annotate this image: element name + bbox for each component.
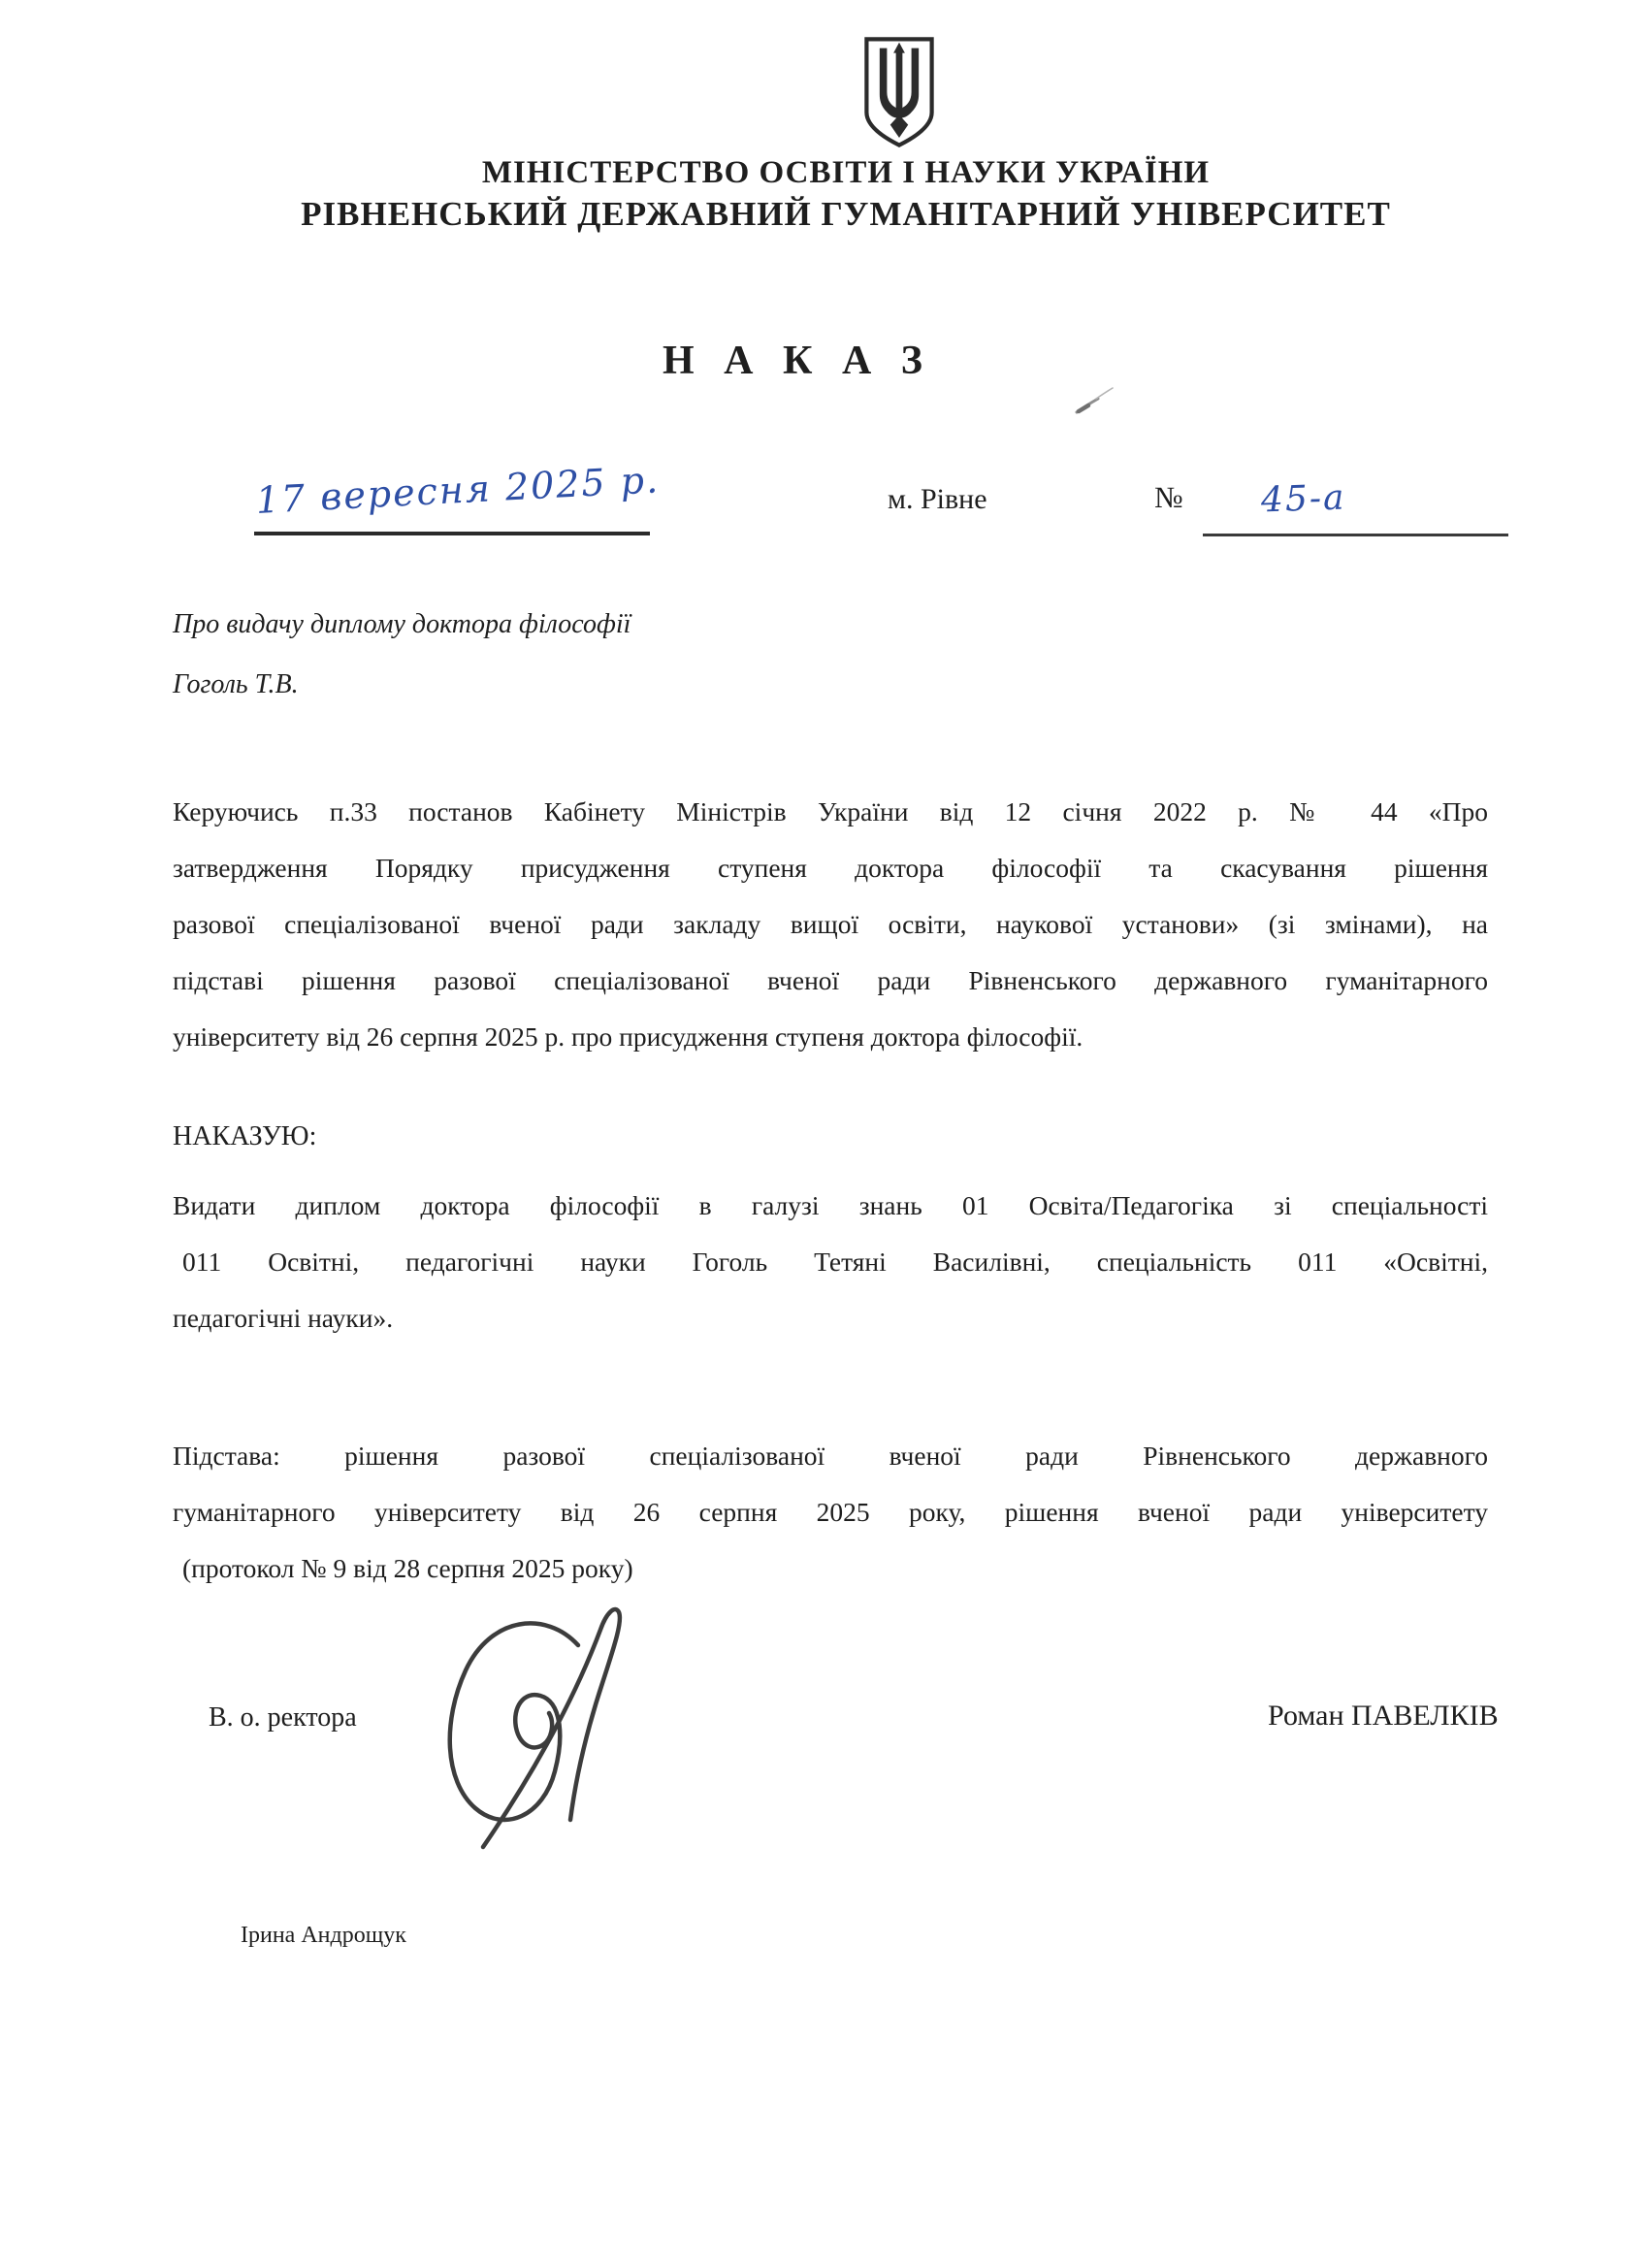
- order-paragraph: [173, 1178, 1488, 1346]
- paragraph-line: гуманітарного університету від 26 серпня 2025 року, рішення вченої ради університету: [173, 1497, 1488, 1527]
- handwritten-date: 17 вересня 2025 р.: [254, 458, 662, 522]
- university-name: РІВНЕНСЬКИЙ ДЕРЖАВНИЙ ГУМАНІТАРНИЙ УНІВЕРСИТЕТ: [301, 195, 1391, 233]
- paragraph-line: затвердження Порядку присудження ступеня доктора філософії та скасування рішення: [173, 853, 1488, 883]
- executor-name: Ірина Андрощук: [241, 1923, 406, 1948]
- preamble-paragraph: [173, 784, 1488, 1065]
- basis-paragraph: [173, 1428, 1488, 1597]
- number-sign: №: [1154, 480, 1183, 514]
- document-title: Н А К А З: [663, 339, 932, 383]
- paragraph-line: Видати диплом доктора філософії в галузі знань 01 Освіта/Педагогіка зі спеціальності: [173, 1190, 1488, 1220]
- ministry-name: МІНІСТЕРСТВО ОСВІТИ І НАУКИ УКРАЇНИ: [481, 155, 1211, 190]
- date-underline: [254, 532, 650, 535]
- order-heading: НАКАЗУЮ:: [173, 1121, 317, 1151]
- subject-block: [173, 609, 630, 729]
- ukraine-trident-emblem-icon: [858, 35, 940, 149]
- paragraph-line: Керуючись п.33 постанов Кабінету Міністрів України від 12 січня 2022 р. № 44 «Про: [173, 796, 1488, 826]
- signer-name: Роман ПАВЕЛКІВ: [1268, 1700, 1499, 1732]
- number-underline: [1203, 534, 1508, 536]
- paragraph-line: педагогічні науки».: [173, 1303, 394, 1333]
- paragraph-line: Підстава: рішення разової спеціалізованої вченої ради Рівненського державного: [173, 1441, 1488, 1471]
- paragraph-line: 011 Освітні, педагогічні науки Гоголь Тетяні Василівні, спеціальність 011 «Освітні,: [182, 1247, 1488, 1277]
- pen-smudge-mark: [1073, 386, 1116, 419]
- paragraph-line: (протокол № 9 від 28 серпня 2025 року): [182, 1553, 633, 1583]
- paragraph-line: університету від 26 серпня 2025 р. про присудження ступеня доктора філософії.: [173, 1021, 1083, 1052]
- paragraph-line: підставі рішення разової спеціалізованої вченої ради Рівненського державного гуманітарного: [173, 965, 1488, 995]
- subject-line: Про видачу диплому доктора філософії: [173, 609, 631, 639]
- handwritten-order-number: 45-а: [1260, 477, 1347, 521]
- handwritten-signature: [415, 1599, 638, 1861]
- city-label: м. Рівне: [888, 483, 987, 515]
- signer-position-label: В. о. ректора: [209, 1702, 357, 1733]
- paragraph-line: разової спеціалізованої вченої ради закладу вищої освіти, наукової установи» (зі змінами), на: [173, 909, 1488, 939]
- subject-line: Гоголь Т.В.: [173, 669, 299, 699]
